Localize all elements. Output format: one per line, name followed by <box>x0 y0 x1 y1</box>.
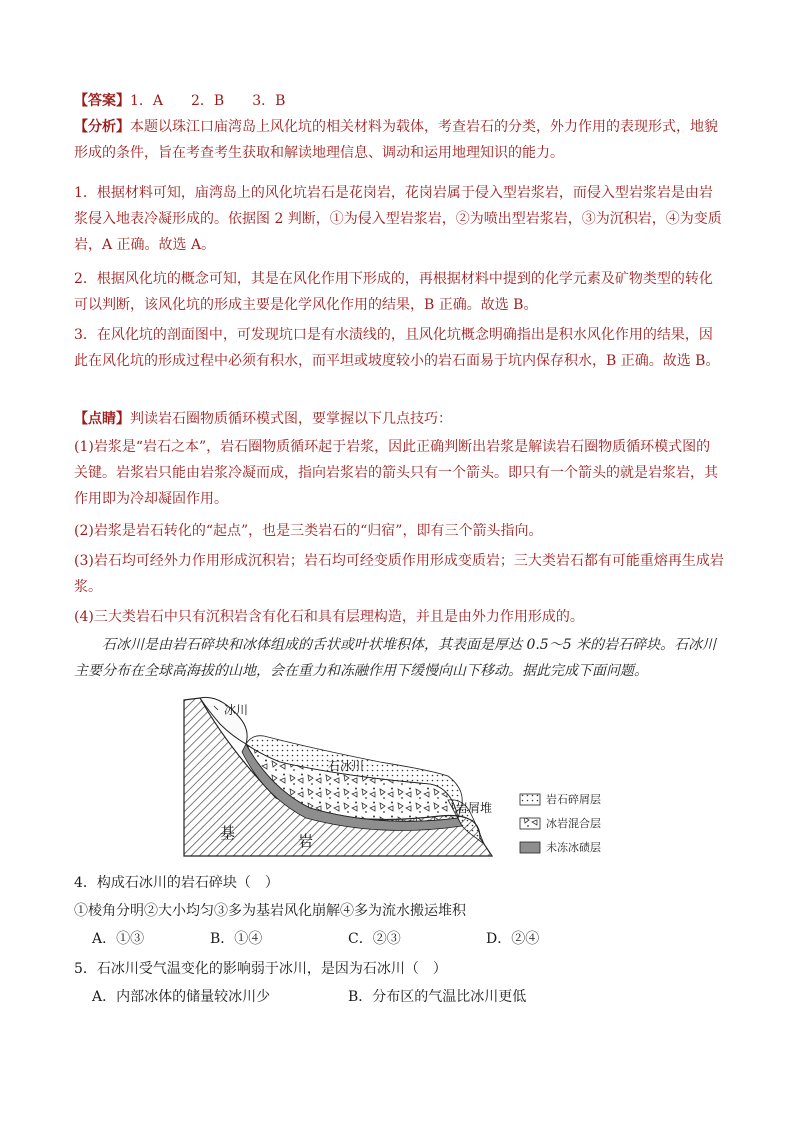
answer-text: 1．A 2．B 3．B <box>130 93 286 109</box>
q4-option-b[interactable]: B．①④ <box>210 931 263 947</box>
q4-option-d[interactable]: D．②④ <box>486 931 540 947</box>
analysis-intro <box>74 114 724 166</box>
legend-label-mixed: 冰岩混合层 <box>546 817 601 830</box>
answer-tag: 【答案】 <box>74 93 130 109</box>
tips-item-4: (4)三大类岩石中只有沉积岩含有化石和具有层理构造，并且是由外力作用形成的。 <box>74 609 584 625</box>
q5-options <box>92 984 692 1010</box>
q5-stem: 5．石冰川受气温变化的影响弱于冰川，是因为石冰川（ ） <box>74 961 447 977</box>
q4-options <box>92 926 692 952</box>
legend <box>520 792 601 854</box>
tips-item-3: (3)岩石均可经外力作用形成沉积岩；岩石均可经变质作用形成变质岩；三大类岩石都有可能重熔再生成岩浆。 <box>74 553 724 595</box>
tips-item-2: (2)岩浆是岩石转化的“起点”，也是三类岩石的“归宿”，即有三个箭头指向。 <box>74 523 543 539</box>
analysis-item-3: 3．在风化坑的剖面图中，可发现坑口是有水渍线的，且风化坑概念明确指出是积水风化作用的结果，因此在风化坑的形成过程中必须有积水，而平坦或坡度较小的岩石面易于坑内保存积水，B 正确。故选 B。 <box>74 327 720 369</box>
q4-option-c[interactable]: C．②③ <box>348 931 401 947</box>
label-debris-pile: 岩屑堆 <box>456 801 493 815</box>
material-text: 石冰川是由岩石碎块和冰体组成的舌状或叶状堆积体，其表面是厚达 0.5～5 米的岩石碎块。石冰川主要分布在全球高海拔的山地，会在重力和冻融作用下缓慢向山下移动。据此完成下面问题。 <box>74 637 717 679</box>
analysis-tag: 【分析】 <box>74 119 130 135</box>
rock-glacier-diagram <box>180 688 620 860</box>
tips-intro <box>74 406 724 432</box>
legend-swatch-debris <box>520 794 540 805</box>
label-bedrock-1: 基 <box>220 824 236 842</box>
q4-statements: ①棱角分明②大小均匀③多为基岩风化崩解④多为流水搬运堆积 <box>74 903 466 919</box>
tips-tag: 【点睛】 <box>74 411 130 427</box>
tips-intro-text: 判读岩石圈物质循环模式图，要掌握以下几点技巧： <box>130 411 452 427</box>
label-bedrock-2: 岩 <box>298 832 314 850</box>
analysis-item-1: 1．根据材料可知，庙湾岛上的风化坑岩石是花岗岩，花岗岩属于侵入型岩浆岩，而侵入型岩浆岩是由岩浆侵入地表冷凝形成的。依据图 2 判断，①为侵入型岩浆岩，②为喷出型岩浆岩，③为沉积岩，④为变质岩，A 正确。故选 A。 <box>74 185 722 253</box>
q5-option-a[interactable]: A．内部冰体的储量较冰川少 <box>92 989 271 1005</box>
q5-option-b[interactable]: B．分布区的气温比冰川更低 <box>348 989 527 1005</box>
q4-stem: 4．构成石冰川的岩石碎块（ ） <box>74 875 279 891</box>
label-glacier: 冰川 <box>224 703 249 717</box>
legend-swatch-mixed <box>520 818 540 829</box>
legend-label-debris: 岩石碎屑层 <box>546 793 601 806</box>
answer-line <box>74 88 724 114</box>
q4-option-a[interactable]: A．①③ <box>92 931 145 947</box>
label-rock-glacier: 石冰川 <box>328 759 365 773</box>
tips-item-1: (1)岩浆是“岩石之本”，岩石圈物质循环起于岩浆，因此正确判断出岩浆是解读岩石圈物质循环模式图的关键。岩浆岩只能由岩浆冷凝而成，指向岩浆岩的箭头只有一个箭头。即只有一个箭头的就是岩浆岩，其作用即为冷却凝固作用。 <box>74 439 718 507</box>
legend-swatch-till <box>520 842 540 853</box>
analysis-item-2: 2．根据风化坑的概念可知，其是在风化作用下形成的，再根据材料中提到的化学元素及矿物类型的转化可以判断，该风化坑的形成主要是化学风化作用的结果，B 正确。故选 B。 <box>74 271 713 313</box>
legend-label-till: 未冻冰碛层 <box>546 841 601 854</box>
analysis-intro-text: 本题以珠江口庙湾岛上风化坑的相关材料为载体，考查岩石的分类，外力作用的表现形式，地貌形成的条件，旨在考查考生获取和解读地理信息、调动和运用地理知识的能力。 <box>74 119 718 161</box>
